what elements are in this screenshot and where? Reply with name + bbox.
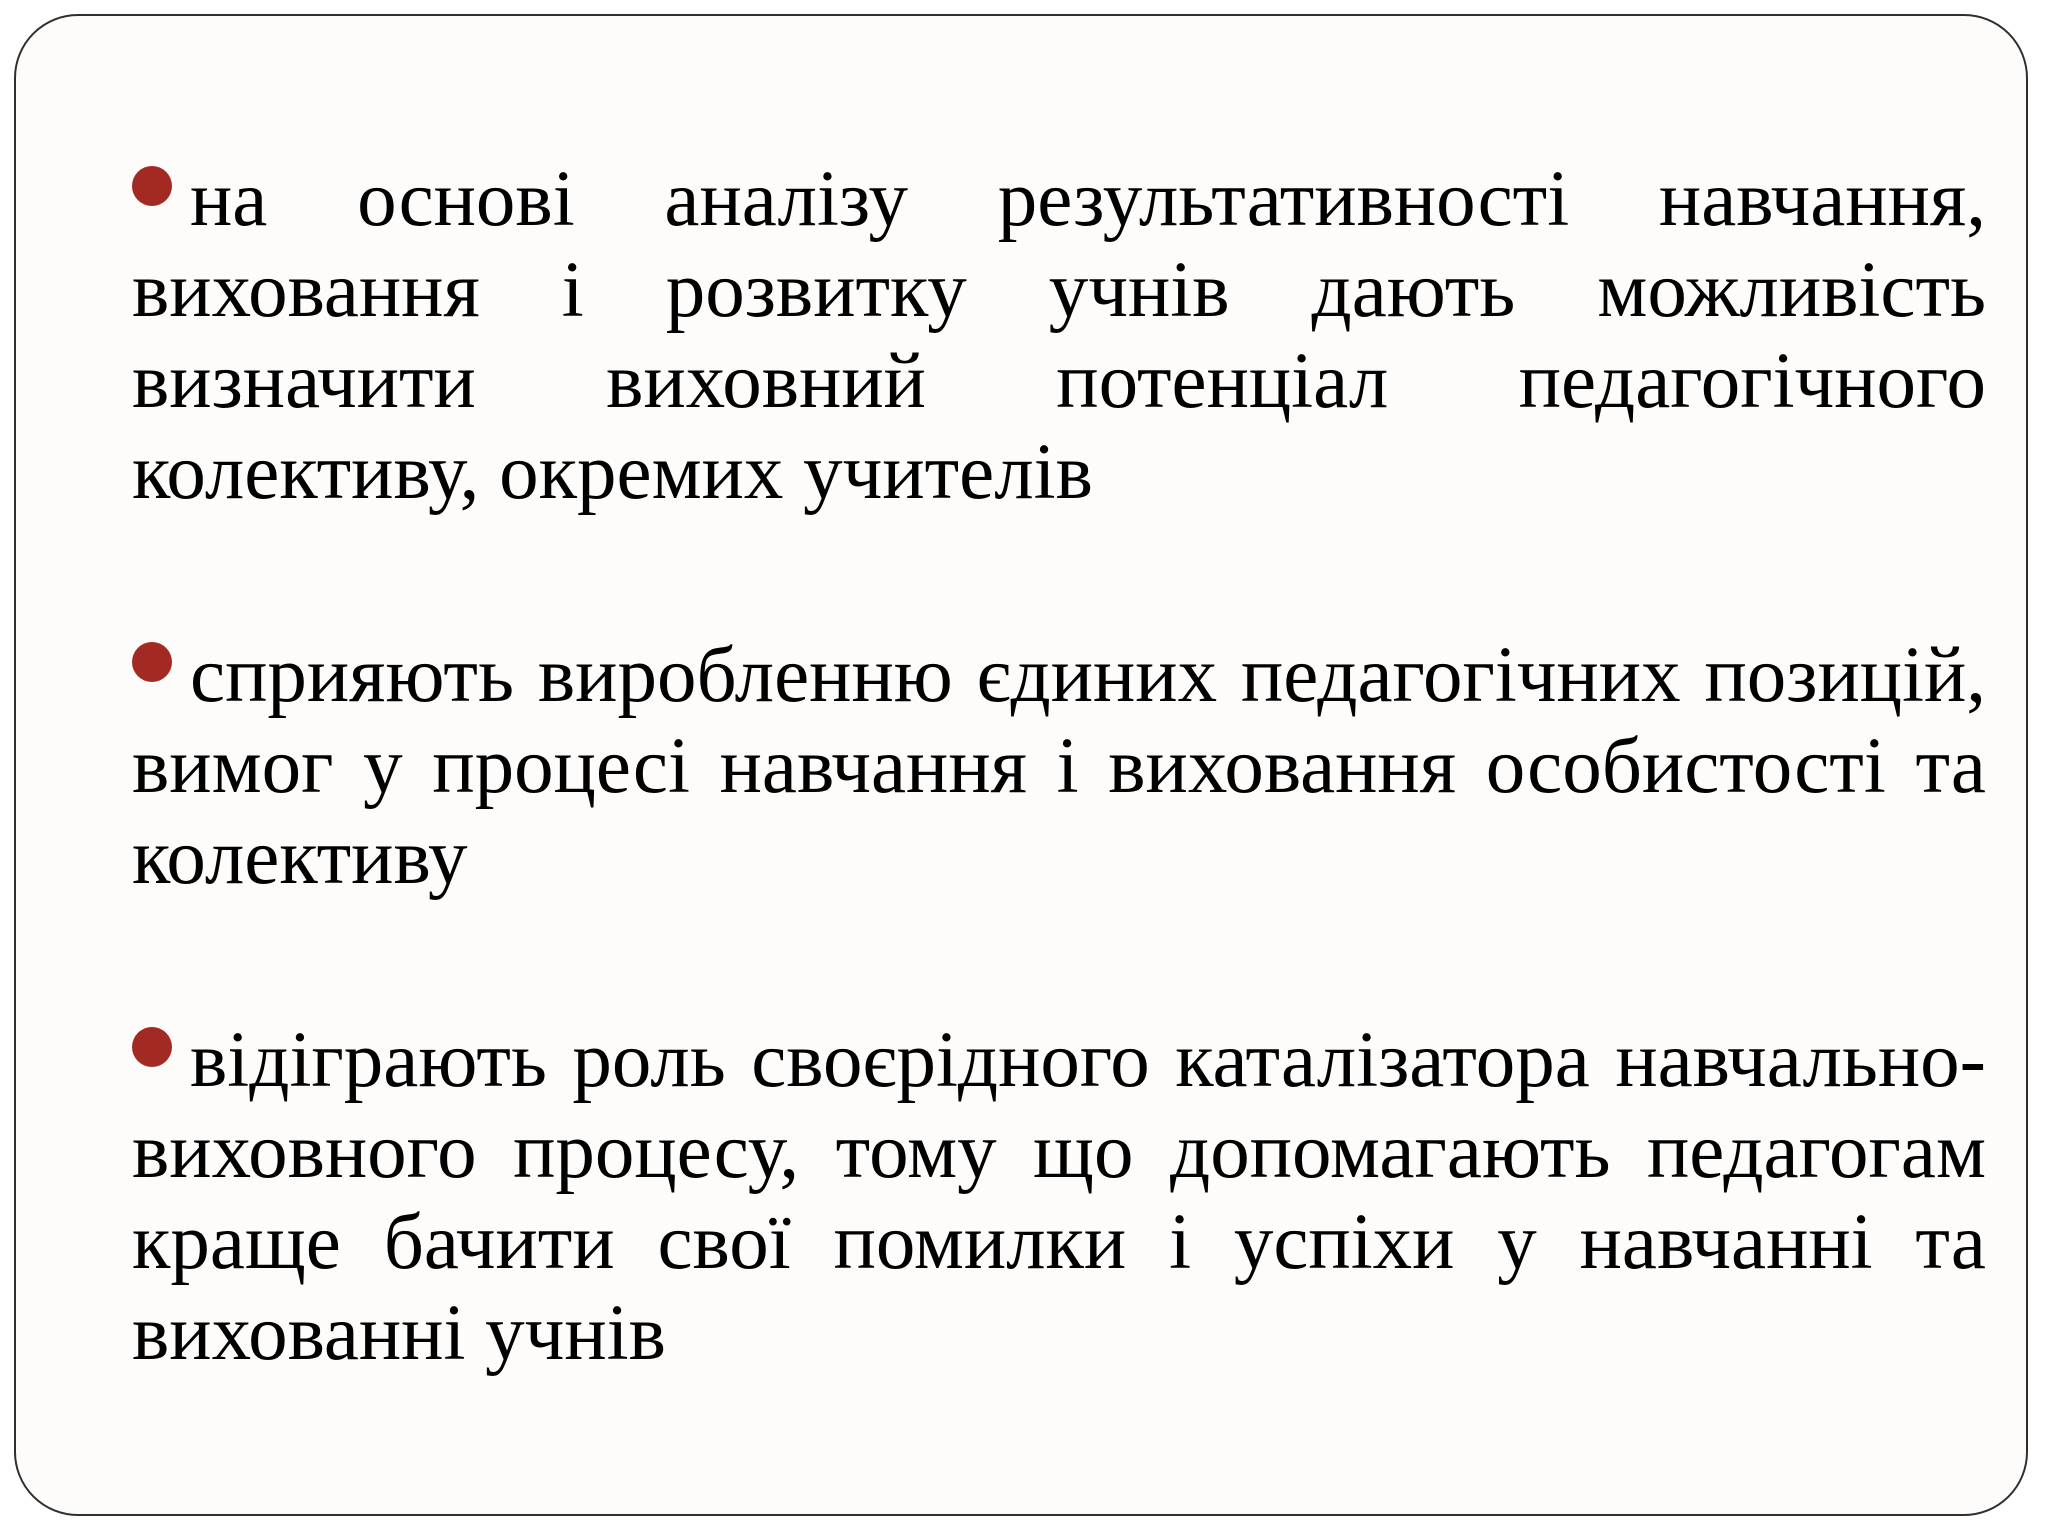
bullet-text-3: відіграють роль своєрідного каталізатора навчально-виховного процесу, тому що допомагають педагогам краще бачити свої помилки і успіхи у навчанні та вихованні учнів xyxy=(132,1017,1986,1377)
bullet-item-3 xyxy=(132,1015,1986,1379)
slide-frame xyxy=(14,14,2028,1516)
bullet-dot-icon xyxy=(132,1027,172,1067)
bullet-item-2 xyxy=(132,630,1986,903)
bullet-dot-icon xyxy=(132,166,172,206)
bullet-item-1 xyxy=(132,154,1986,518)
bullet-text-1: на основі аналізу результативності навчання, виховання і розвитку учнів дають можливість визначити виховний потенціал педагогічного колективу, окремих учителів xyxy=(132,156,1986,516)
bullet-dot-icon xyxy=(132,642,172,682)
bullet-text-2: сприяють виробленню єдиних педагогічних позицій, вимог у процесі навчання і виховання особистості та колективу xyxy=(132,632,1986,901)
bullet-list xyxy=(132,154,1986,1379)
